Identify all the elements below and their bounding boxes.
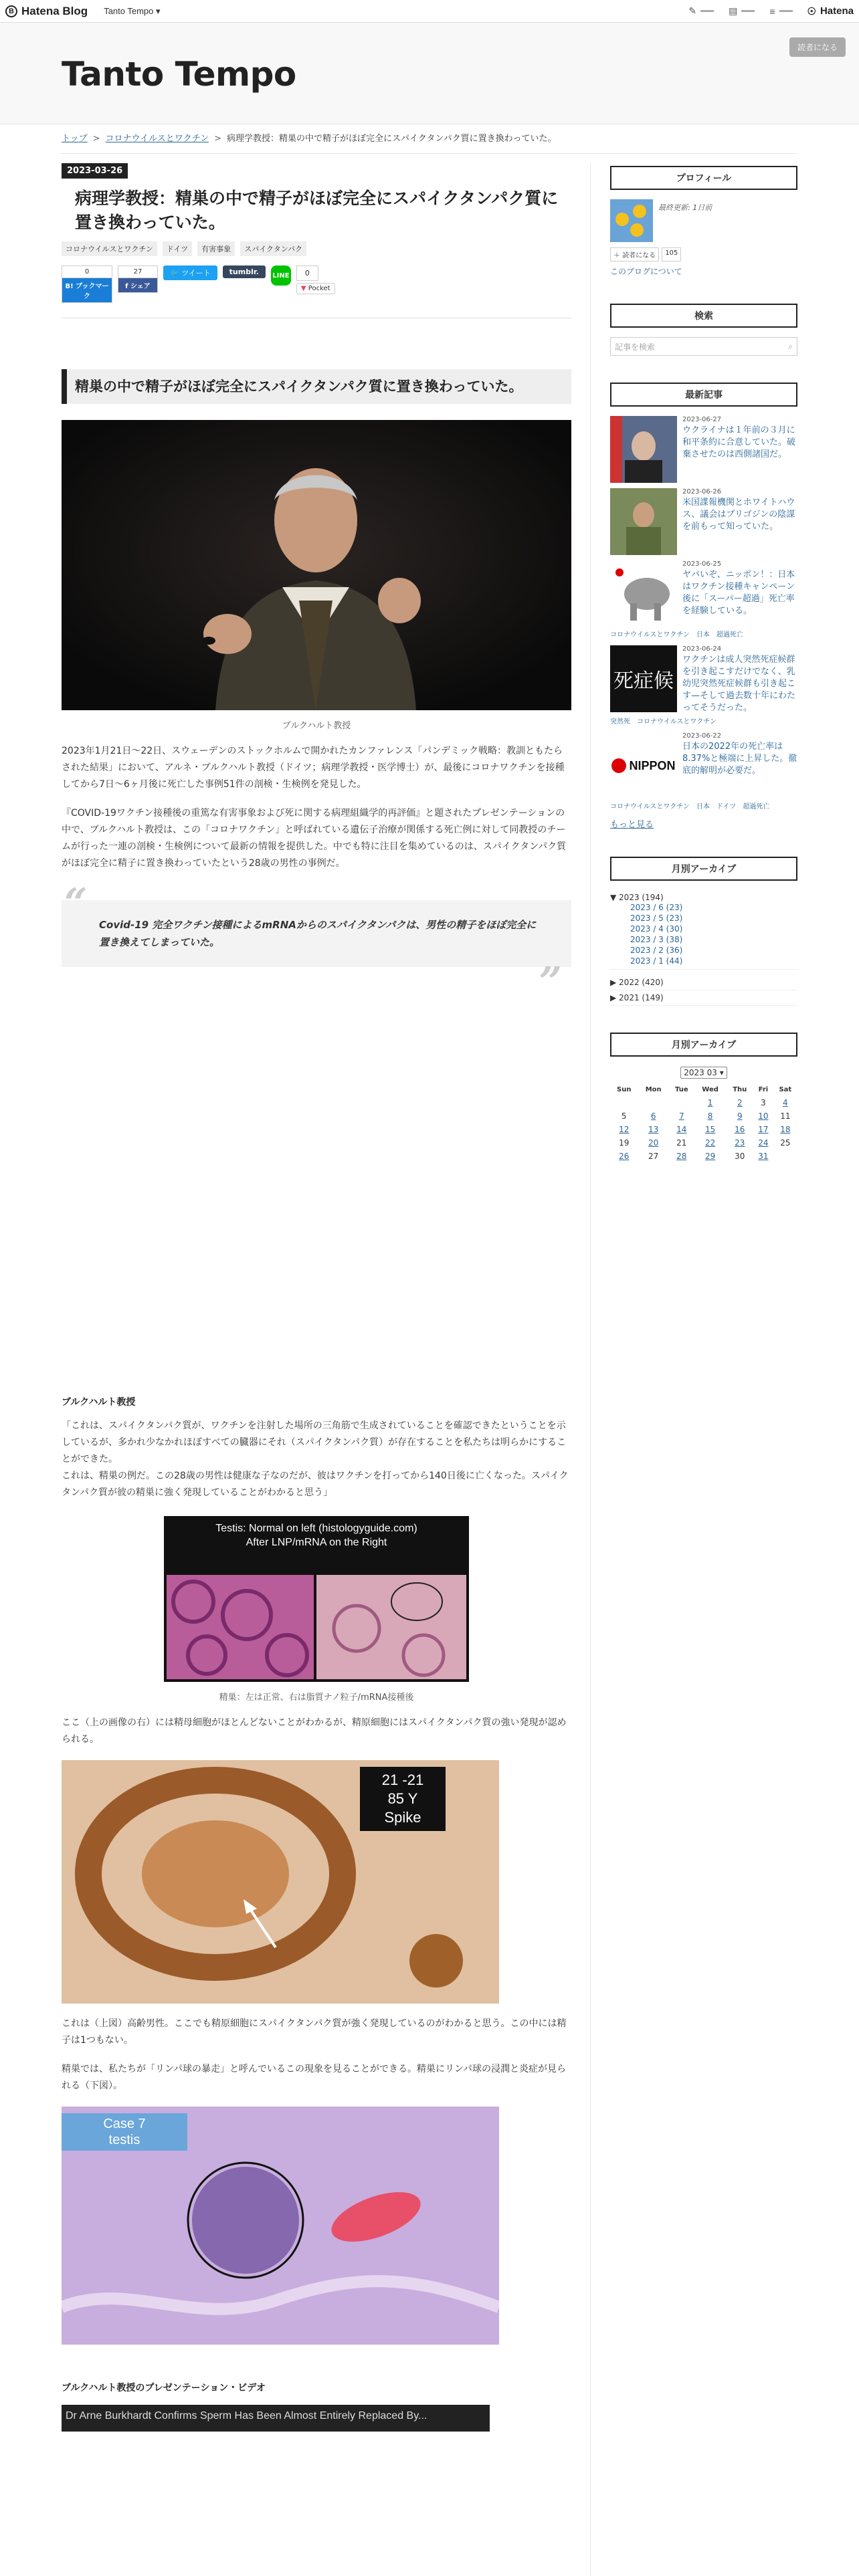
- paragraph: [62, 743, 571, 793]
- category-tag[interactable]: スパイクタンパク: [240, 241, 306, 256]
- calendar-day[interactable]: 8: [707, 1111, 713, 1121]
- profile-card: [610, 199, 797, 242]
- recent-entries-module: [610, 383, 797, 830]
- paragraph: これは、精巣の例だ。この28歳の男性は健康な子なのだが、彼はワクチンを打ってから140日後に亡くなった。スパイクタンパク質が彼の精巣に強く発現していることがわかると思う」: [62, 1471, 569, 1498]
- paragraph: これは（上図）高齢男性。ここでも精原細胞にスパイクタンパク質が強く発現しているのがわかると思う。この中には精子は1つもない。: [62, 2018, 567, 2046]
- calendar-day[interactable]: 16: [735, 1125, 745, 1134]
- calendar-week: [610, 1123, 797, 1136]
- recent-entry-thumbnail[interactable]: [610, 416, 677, 483]
- profile-updated: 最終更新: 1日前: [658, 203, 712, 212]
- burkhardt-photo: [62, 420, 571, 710]
- facebook-share-count: 27: [118, 266, 157, 278]
- quote-text: Covid-19 完全ワクチン接種によるmRNAからのスパイクタンパクは、男性の精子をほぼ完全に置き換えてしまっていた。: [99, 919, 537, 948]
- calendar-day[interactable]: 17: [758, 1125, 769, 1134]
- paragraph: 『COVID-19ワクチン接種後の重篤な有害事象および死に関する病理組織学的再評価』と題されたプレゼンテーションの中で、ブルクハルト教授は、この「コロナワクチン」と呼ばれている遺伝子治療が関係する死亡例に対して同教授のチームが行った一連の剖検・生検例について最新の情報を提供した。中でも特に注目を集めているのは、スパイクタンパク質がほぼ完全に精子に置き換わっていたという28歳の男性の事例だ。: [62, 808, 567, 869]
- calendar-day: [610, 1096, 638, 1109]
- tumblr-button[interactable]: tumblr.: [223, 265, 266, 278]
- hatena-account[interactable]: [807, 5, 854, 17]
- pocket-widget: [296, 265, 335, 294]
- more-link[interactable]: もっと見る: [610, 820, 654, 830]
- tissue-texture: [167, 1575, 314, 1679]
- calendar-day[interactable]: 14: [676, 1125, 687, 1134]
- calendar-day[interactable]: 13: [648, 1125, 659, 1134]
- hatena-bookmark-button[interactable]: [62, 265, 112, 303]
- calendar-day[interactable]: 20: [648, 1138, 659, 1148]
- calendar-weekday: Thu: [733, 1086, 747, 1093]
- module-heading: プロフィール: [610, 166, 797, 190]
- entry-content: [62, 163, 571, 2432]
- slide-title: [164, 1516, 469, 1549]
- calendar-day: [638, 1096, 669, 1109]
- facebook-share-label: f シェア: [118, 278, 157, 292]
- calendar-week: [610, 1136, 797, 1150]
- calendar-day[interactable]: 23: [735, 1138, 745, 1148]
- paragraph-text: 2023年1月21日〜22日、スウェーデンのストックホルムで開かれたカンファレンス「パンデミック戦略：教訓ともたらされた結果」において、アルネ・ブルクハルト教授（ドイツ；病理学教授・医学博士）が、最後にコロナワクチンを接種してから7日〜6ヶ月後に死亡した事例51件の剖検・生検例を発見した。: [62, 746, 565, 790]
- calendar-day: 11: [780, 1111, 791, 1121]
- archive-month-list: [610, 902, 797, 966]
- calendar-month-value: 2023 03 ▾: [680, 1067, 727, 1079]
- subscriber-count: 105: [662, 247, 681, 261]
- calendar-day: 25: [780, 1138, 791, 1148]
- paragraph: 「これは、スパイクタンパク質が、ワクチンを注射した場所の三角筋で生成されていることを確認できたということを示しているが、多かれ少なかれほぼすべての臓器にそれ（スパイクタンパク質）が存在することを私たちは明らかにすることができた。: [62, 1420, 567, 1465]
- category-tag[interactable]: 有害事象: [197, 241, 235, 256]
- calendar-day[interactable]: 22: [704, 1138, 716, 1148]
- dashboard-icon[interactable]: ▤: [729, 5, 755, 17]
- recent-entry-thumbnail[interactable]: [610, 732, 677, 799]
- search-module: [610, 304, 797, 356]
- calendar-day: 5: [621, 1111, 627, 1121]
- calendar-month-select[interactable]: [610, 1066, 797, 1078]
- photo-caption: ブルクハルト教授: [282, 721, 351, 731]
- archive-year[interactable]: ▶ 2021 (149): [610, 990, 797, 1006]
- calendar-weekday: Fri: [758, 1086, 769, 1093]
- calendar-day: 21: [676, 1138, 687, 1148]
- module-heading: 月別アーカイブ: [610, 1033, 797, 1057]
- calendar-day[interactable]: 1: [707, 1098, 713, 1107]
- calendar-day[interactable]: 18: [780, 1125, 791, 1134]
- calendar-module: [610, 1033, 797, 1163]
- recent-entry[interactable]: [610, 488, 797, 555]
- calendar-day[interactable]: 10: [758, 1111, 769, 1121]
- category-tag[interactable]: ドイツ: [163, 241, 192, 256]
- calendar-day[interactable]: 26: [619, 1152, 630, 1161]
- flower-icon: [633, 205, 646, 218]
- thumbnail-text: NIPPON: [629, 758, 676, 772]
- japan-flag-icon: [611, 758, 626, 773]
- calendar-day: [669, 1096, 694, 1109]
- calendar-weekday: Tue: [674, 1086, 688, 1093]
- calendar-day[interactable]: 6: [650, 1111, 656, 1121]
- category-tag[interactable]: コロナウイルスとワクチン: [62, 241, 157, 256]
- breadcrumb: トップ > コロナウイルスとワクチン > 病理学教授：精巣の中で精子がほぼ完全にスパイクタンパク質に置き換わっていた。: [62, 131, 797, 154]
- pocket-label: Pocket: [308, 285, 330, 292]
- case-label-line-2: testis: [108, 2133, 140, 2147]
- breadcrumb-category[interactable]: コロナウイルスとワクチン: [105, 134, 209, 144]
- recent-entry-title[interactable]: ヤバいぞ、ニッポン！：日本はワクチン接種キャンペーン後に「スーパー超過」死亡率を経験している。: [682, 570, 795, 616]
- about-blog-link[interactable]: このブログについて: [610, 267, 682, 276]
- spike-label-line-1: 21 -21: [381, 1772, 424, 1788]
- edit-icon[interactable]: ✎: [688, 5, 714, 17]
- calendar-weekday: Wed: [702, 1086, 719, 1093]
- flower-icon: [615, 213, 629, 226]
- testis-comparison-slide: [164, 1516, 469, 1682]
- social-buttons: [62, 265, 571, 303]
- calendar-weekday: Sun: [617, 1086, 632, 1093]
- putin-thumbnail: [610, 416, 677, 483]
- calendar-day[interactable]: 9: [737, 1111, 743, 1121]
- recent-entry-thumbnail[interactable]: [610, 645, 677, 712]
- tweet-label: ツイート: [181, 269, 211, 278]
- soldiers-thumbnail: [610, 488, 677, 555]
- hatena-blog-logo[interactable]: [5, 5, 88, 18]
- paragraph: 精巣では、私たちが「リンパ球の暴走」と呼んでいるこの現象を見ることができる。精巣にリンパ球の浸潤と炎症が見られる（下図）。: [62, 2064, 567, 2091]
- menu-icon[interactable]: ≡: [769, 6, 792, 17]
- recent-entry-title[interactable]: 米国諜報機関とホワイトハウス、議会はプリゴジンの陰謀を前もって知っていた。: [682, 498, 795, 532]
- calendar-day[interactable]: 12: [619, 1125, 630, 1134]
- hatena-mark-icon: ☉: [807, 5, 816, 17]
- hatena-blog-text: Hatena Blog: [21, 4, 88, 17]
- recent-entry-date: 2023-06-24: [682, 645, 722, 653]
- search-icon[interactable]: ⌕: [788, 341, 793, 351]
- lymphocyte-image: [62, 2107, 499, 2345]
- slide-title-line-1: Testis: Normal on left (histologyguide.com): [215, 1523, 417, 1534]
- sub-heading: ブルクハルト教授: [62, 1397, 136, 1408]
- calendar-day: 27: [648, 1152, 659, 1161]
- calendar-day[interactable]: 7: [678, 1111, 684, 1121]
- calendar-day[interactable]: 2: [737, 1098, 743, 1107]
- global-actions: [688, 5, 854, 17]
- thumbnail-text: 死症候: [613, 669, 674, 693]
- sidebar: [610, 166, 797, 1190]
- entry-date[interactable]: 2023-03-26: [62, 163, 128, 179]
- archive-list: [610, 890, 797, 1006]
- hatena-brand-text: Hatena: [820, 5, 854, 17]
- slide-caption: 精巣：左は正常、右は脂質ナノ粒子/mRNA接種後: [219, 1693, 414, 1703]
- archive-month[interactable]: 2023 / 3 (38): [630, 935, 683, 944]
- hatena-bookmark-count: 0: [62, 266, 112, 278]
- post-mrna-tissue-image: [316, 1575, 466, 1679]
- recent-entry[interactable]: [610, 560, 797, 627]
- recent-entry-date: 2023-06-27: [682, 416, 722, 423]
- calendar-week: [610, 1109, 797, 1123]
- module-heading: 月別アーカイブ: [610, 857, 797, 881]
- slide-title-line-2: After LNP/mRNA on the Right: [246, 1537, 387, 1548]
- calendar-day[interactable]: 15: [704, 1125, 716, 1134]
- spike-label-line-2: 85 Y: [387, 1790, 418, 1807]
- calendar-day: 3: [761, 1098, 766, 1107]
- calendar-week: [610, 1096, 797, 1109]
- calendar-day: [773, 1150, 797, 1163]
- tissue-texture: [316, 1575, 466, 1679]
- hatena-bookmark-label: B! ブックマーク: [62, 278, 112, 302]
- pocket-count: 0: [296, 265, 318, 281]
- hatena-logo-icon: B: [5, 5, 17, 17]
- blog-title[interactable]: Tanto Tempo: [62, 55, 296, 94]
- archive-year[interactable]: [610, 890, 797, 970]
- recent-entry-title[interactable]: ウクライナは１年前の３月に和平条約に合意していた。破棄させたのは西側諸国だ。: [682, 425, 796, 459]
- recent-entry-thumbnail[interactable]: [610, 488, 677, 555]
- search-input[interactable]: [610, 337, 797, 356]
- recent-entry-thumbnail[interactable]: [610, 560, 677, 627]
- recent-entry-categories[interactable]: コロナウイルスとワクチン 日本 超過死亡: [610, 631, 743, 639]
- tweet-button[interactable]: [163, 265, 217, 280]
- archive-month[interactable]: 2023 / 4 (30): [630, 924, 683, 934]
- module-heading: 最新記事: [610, 383, 797, 407]
- paragraph: ここ（上の画像の右）には精母細胞がほとんどないことがわかるが、精原細胞にはスパイクタンパク質の強い発現が認められる。: [62, 1717, 567, 1745]
- entry-title[interactable]: 病理学教授：精巣の中で精子がほぼ完全にスパイクタンパク質に置き換わっていた。: [75, 189, 559, 232]
- blog-header: [0, 23, 859, 124]
- entry-categories: [62, 241, 571, 256]
- profile-subscribe-label: 読者になる: [622, 252, 656, 259]
- recent-entry-date: 2023-06-25: [682, 560, 722, 568]
- flower-icon: [630, 223, 644, 237]
- recent-entry-categories[interactable]: コロナウイルスとワクチン 日本 ドイツ 超過死亡: [610, 803, 770, 811]
- recent-entry-date: 2023-06-22: [682, 732, 722, 740]
- elephant-thumbnail: [610, 560, 677, 627]
- case-label-line-1: Case 7: [103, 2117, 146, 2131]
- open-quote-icon: “: [64, 880, 88, 927]
- profile-subscribe: [610, 247, 797, 261]
- subscribe-button[interactable]: 読者になる: [789, 37, 846, 57]
- avatar[interactable]: [610, 199, 653, 242]
- recent-entry-title[interactable]: 日本の2022年の死亡率は8.37%と極端に上昇した。徹底的解明が必要だ。: [682, 742, 797, 776]
- facebook-share-button[interactable]: [118, 265, 158, 293]
- case-label: [62, 2113, 187, 2151]
- recent-entry[interactable]: [610, 732, 797, 799]
- archive-month[interactable]: 2023 / 5 (23): [630, 914, 683, 923]
- line-button[interactable]: LINE: [271, 265, 291, 286]
- module-heading: 検索: [610, 304, 797, 328]
- twitter-bird-icon: 🐦: [170, 269, 179, 278]
- calendar-day[interactable]: 4: [783, 1098, 788, 1107]
- archive-month[interactable]: 2023 / 2 (36): [630, 946, 683, 955]
- archive-year[interactable]: ▶ 2022 (420): [610, 975, 797, 990]
- video-embed[interactable]: Dr Arne Burkhardt Confirms Sperm Has Been Almost Entirely Replaced By...: [62, 2405, 490, 2432]
- spike-label-line-3: Spike: [384, 1809, 421, 1826]
- calendar-day: 19: [619, 1138, 630, 1148]
- profile-subscribe-button[interactable]: ＋ 読者になる: [610, 247, 659, 261]
- recent-entry[interactable]: [610, 645, 797, 714]
- archive-module: [610, 857, 797, 1006]
- close-quote-icon: ”: [539, 959, 562, 1006]
- calendar-day[interactable]: 28: [676, 1152, 687, 1161]
- calendar-day[interactable]: 31: [758, 1152, 769, 1161]
- calendar-weekday: Mon: [645, 1086, 662, 1093]
- blockquote: [62, 880, 571, 1006]
- section-heading: 精巣の中で精子がほぼ完全にスパイクタンパク質に置き換わっていた。: [62, 369, 571, 404]
- calendar-day[interactable]: 29: [704, 1152, 716, 1161]
- global-header: [0, 0, 859, 23]
- pocket-icon: ▼: [300, 285, 306, 292]
- video-heading: ブルクハルト教授のプレゼンテーション・ビデオ: [62, 2383, 266, 2393]
- recent-entry-title[interactable]: ワクチンは成人突然死症候群を引き起こすだけでなく、乳幼児突然死症候群も引き起こす—そして過去数十年にわたってそうだった。: [682, 655, 796, 713]
- recent-entry-categories[interactable]: 突然死 コロナウイルスとワクチン: [610, 718, 717, 726]
- breadcrumb-top[interactable]: トップ: [62, 134, 88, 144]
- speaker-illustration: [62, 420, 571, 710]
- calendar-day: 30: [735, 1152, 745, 1161]
- breadcrumb-current: 病理学教授：精巣の中で精子がほぼ完全にスパイクタンパク質に置き換わっていた。: [227, 134, 557, 144]
- profile-module: [610, 166, 797, 277]
- recent-entry-date: 2023-06-26: [682, 488, 722, 496]
- search-placeholder: 記事を検索: [615, 342, 656, 352]
- archive-year-label: ▼ 2023 (194): [610, 893, 664, 902]
- recent-entry[interactable]: [610, 416, 797, 483]
- archive-month[interactable]: 2023 / 1 (44): [630, 956, 683, 966]
- column-divider: [590, 163, 591, 2576]
- spike-staining-image: [62, 1760, 499, 2004]
- archive-month[interactable]: 2023 / 6 (23): [630, 903, 683, 912]
- calendar-weekday: Sat: [779, 1086, 792, 1093]
- spike-label: [360, 1767, 446, 1831]
- calendar-week: [610, 1150, 797, 1163]
- calendar-table: [610, 1083, 797, 1163]
- embedded-content-placeholder: [62, 959, 571, 1395]
- pocket-button[interactable]: [296, 283, 335, 294]
- normal-tissue-image: [167, 1575, 314, 1679]
- blog-menu[interactable]: Tanto Tempo ▾: [104, 5, 161, 16]
- calendar-day[interactable]: 24: [758, 1138, 769, 1148]
